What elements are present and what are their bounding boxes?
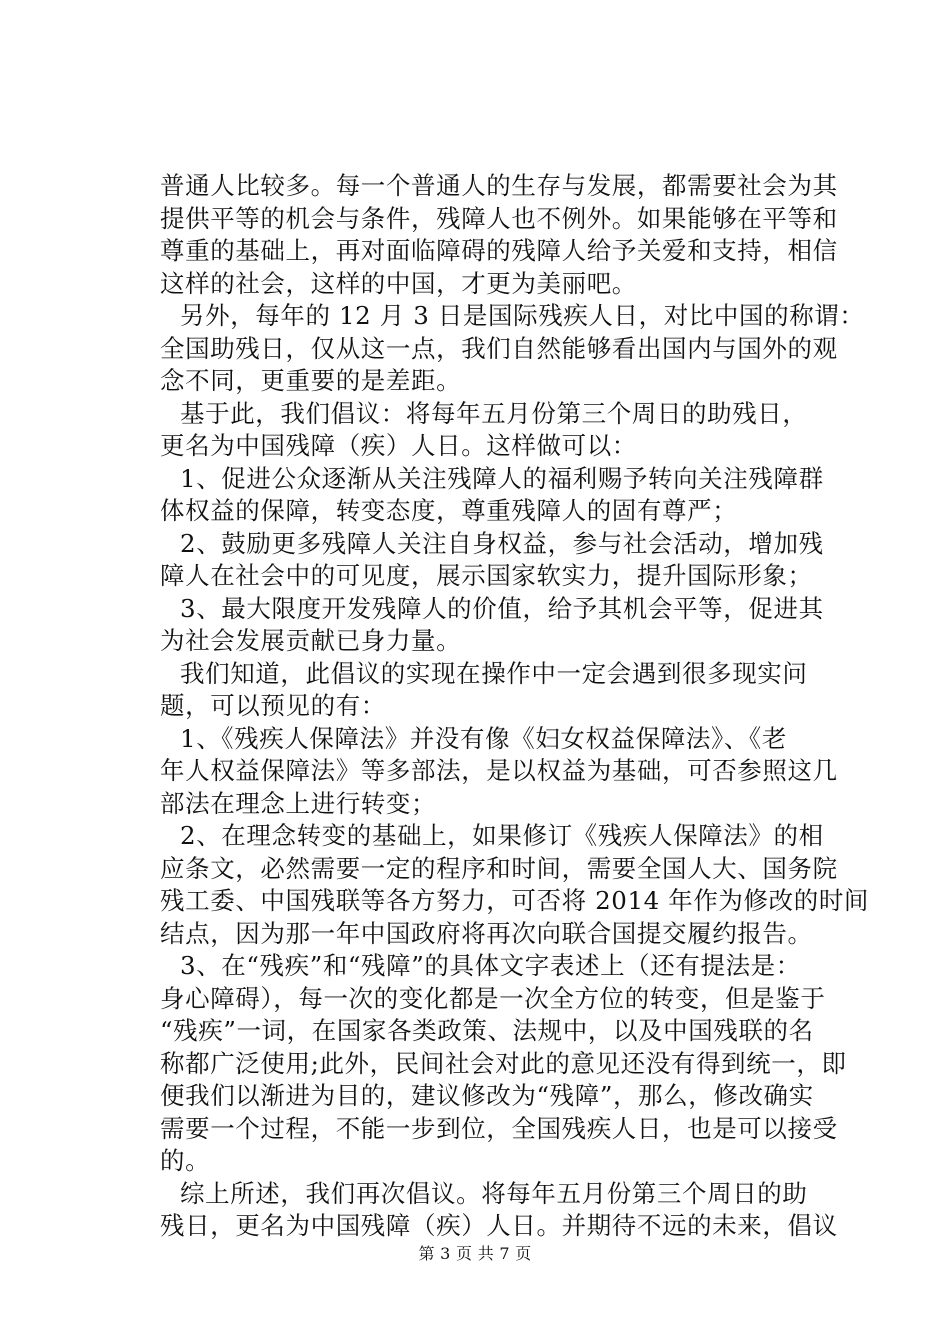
text-line: 残工委、中国残联等各方努力，可否将 2014 年作为修改的时间 bbox=[160, 886, 870, 915]
text-line: 为社会发展贡献已身力量。 bbox=[160, 626, 462, 655]
text-line: 3、在“残疾”和“残障”的具体文字表述上（还有提法是： bbox=[180, 951, 801, 980]
text-line: 2、在理念转变的基础上，如果修订《残疾人保障法》的相 bbox=[180, 821, 824, 850]
text-line: 题，可以预见的有： bbox=[160, 691, 386, 720]
text-line: 障人在社会中的可见度，展示国家软实力，提升国际形象； bbox=[160, 561, 813, 590]
text-line: 这样的社会，这样的中国，才更为美丽吧。 bbox=[160, 268, 637, 298]
text-line: 1、《残疾人保障法》并没有像《妇女权益保障法》、《老 bbox=[180, 723, 787, 753]
text-line: 1、促进公众逐渐从关注残障人的福利赐予转向关注残障群 bbox=[180, 463, 824, 493]
body-text bbox=[160, 170, 870, 1243]
text-line: 的。 bbox=[160, 1146, 211, 1175]
text-line: 残日，更名为中国残障（疾）人日。并期待不远的未来，倡议 bbox=[160, 1211, 838, 1240]
text-line: 部法在理念上进行转变； bbox=[160, 788, 437, 818]
text-line: 综上所述，我们再次倡议。将每年五月份第三个周日的助 bbox=[180, 1178, 808, 1208]
text-line: 基于此，我们倡议：将每年五月份第三个周日的助残日， bbox=[180, 398, 808, 428]
text-line: 全国助残日，仅从这一点，我们自然能够看出国内与国外的观 bbox=[160, 333, 838, 363]
text-line: 结点，因为那一年中国政府将再次向联合国提交履约报告。 bbox=[160, 918, 813, 948]
text-line: 2、鼓励更多残障人关注自身权益，参与社会活动，增加残 bbox=[180, 528, 824, 558]
text-line: 提供平等的机会与条件，残障人也不例外。如果能够在平等和 bbox=[160, 203, 838, 233]
text-line: 身心障碍），每一次的变化都是一次全方位的转变，但是鉴于 bbox=[160, 983, 826, 1013]
text-line: 称都广泛使用;此外，民间社会对此的意见还没有得到统一，即 bbox=[160, 1048, 847, 1078]
text-line: 需要一个过程，不能一步到位，全国残疾人日，也是可以接受 bbox=[160, 1113, 838, 1143]
text-line: 另外，每年的 12 月 3 日是国际残疾人日，对比中国的称谓： bbox=[180, 301, 865, 330]
text-line: 3、最大限度开发残障人的价值，给予其机会平等，促进其 bbox=[180, 593, 824, 623]
page-footer: 第 3 页 共 7 页 bbox=[418, 1244, 532, 1263]
text-line: 念不同，更重要的是差距。 bbox=[160, 366, 462, 395]
text-line: 便我们以渐进为目的，建议修改为“残障”，那么，修改确实 bbox=[160, 1081, 814, 1110]
text-line: 应条文，必然需要一定的程序和时间，需要全国人大、国务院 bbox=[160, 853, 838, 883]
text-line: 体权益的保障，转变态度，尊重残障人的固有尊严； bbox=[160, 496, 738, 525]
text-line: “残疾”一词，在国家各类政策、法规中，以及中国残联的名 bbox=[160, 1016, 814, 1045]
text-line: 年人权益保障法》等多部法，是以权益为基础，可否参照这几 bbox=[160, 756, 838, 785]
text-line: 我们知道，此倡议的实现在操作中一定会遇到很多现实问 bbox=[180, 658, 808, 688]
text-line: 更名为中国残障（疾）人日。这样做可以： bbox=[160, 431, 637, 460]
text-line: 尊重的基础上，再对面临障碍的残障人给予关爱和支持，相信 bbox=[160, 236, 838, 265]
text-line: 普通人比较多。每一个普通人的生存与发展，都需要社会为其 bbox=[160, 171, 838, 200]
